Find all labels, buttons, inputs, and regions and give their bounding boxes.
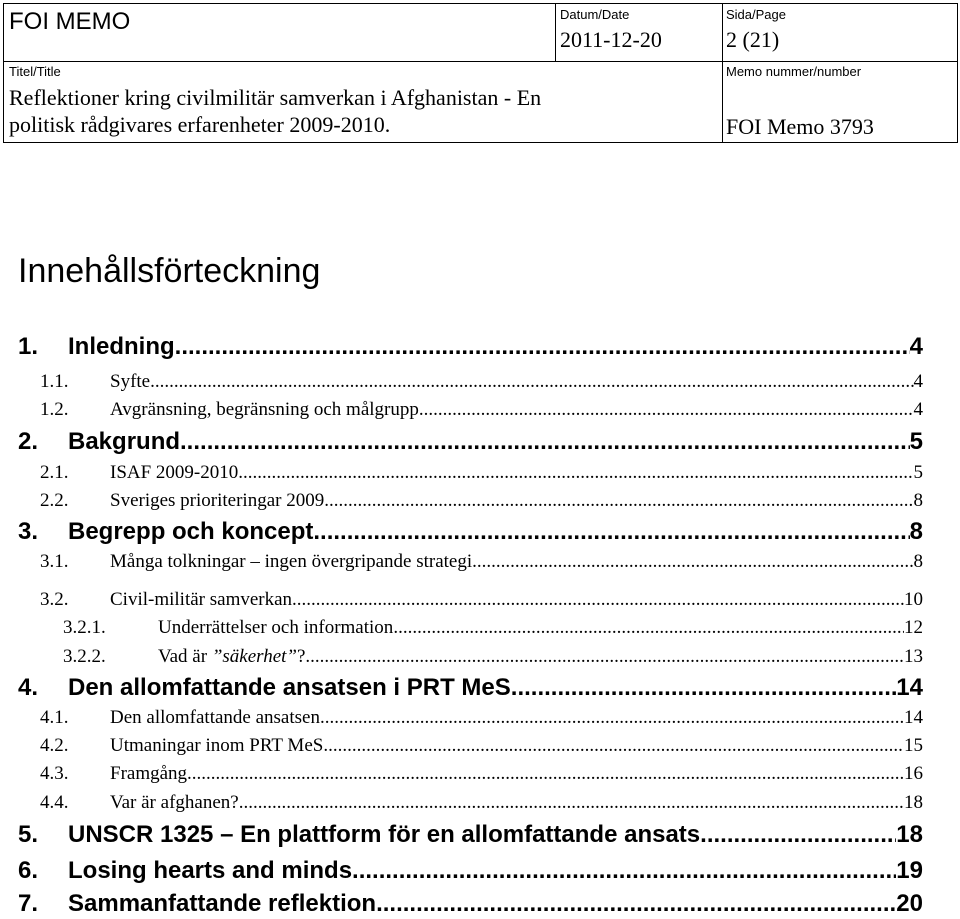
toc-entry-number: 3.2.2. (63, 646, 106, 667)
toc-entry-page: 14 (904, 707, 923, 728)
divider (4, 61, 957, 62)
toc-entry-number: 3. (18, 518, 39, 545)
toc-entry-number: 2. (18, 428, 39, 455)
toc-entry-title: Många tolkningar – ingen övergripande strategi (110, 551, 473, 572)
toc-dot-leader (352, 857, 896, 885)
toc-dot-leader (700, 821, 896, 849)
toc-entry[interactable] (63, 646, 923, 668)
toc-entry-number: 4.1. (40, 707, 69, 728)
title-label: Titel/Title (9, 64, 61, 79)
toc-entry[interactable] (40, 551, 923, 573)
toc-entry-title: ISAF 2009-2010 (110, 462, 239, 483)
toc-entry-title: Underrättelser och information (158, 617, 394, 638)
toc-dot-leader (175, 333, 910, 361)
toc-entry-title: Var är afghanen? (110, 792, 239, 813)
toc-entry-title: Bakgrund (68, 428, 181, 455)
toc-entry-number: 1. (18, 333, 39, 360)
toc-dot-leader (305, 646, 904, 668)
toc-dot-leader (472, 551, 913, 573)
toc-entry[interactable] (18, 890, 923, 918)
toc-entry-number: 3.2. (40, 589, 69, 610)
memo-number-value: FOI Memo 3793 (726, 114, 874, 139)
toc-dot-leader (150, 371, 913, 393)
toc-entry-number: 4. (18, 674, 39, 701)
toc-entry-page: 4 (913, 371, 923, 392)
toc-entry-page: 18 (904, 792, 923, 813)
toc-entry-title: Losing hearts and minds (68, 857, 353, 884)
toc-entry-title: Den allomfattande ansatsen (110, 707, 320, 728)
toc-dot-leader (239, 792, 904, 814)
toc-entry[interactable] (18, 333, 923, 361)
toc-entry-title: UNSCR 1325 – En plattform för en allomfattande ansats (68, 821, 701, 848)
toc-entry-title: Framgång (110, 763, 188, 784)
toc-entry[interactable] (40, 399, 923, 421)
toc-dot-leader (393, 617, 904, 639)
toc-entry-title: Syfte (110, 371, 151, 392)
toc-entry[interactable] (40, 490, 923, 512)
toc-entry-title: Utmaningar inom PRT MeS (110, 735, 324, 756)
toc-dot-leader (511, 674, 897, 702)
toc-entry[interactable] (18, 857, 923, 885)
toc-entry-page: 4 (913, 399, 923, 420)
toc-entry-number: 2.2. (40, 490, 69, 511)
toc-entry-title: Sveriges prioriteringar 2009 (110, 490, 325, 511)
toc-entry-title-pre: Vad är (158, 646, 212, 667)
toc-dot-leader (180, 428, 910, 456)
toc-dot-leader (323, 735, 904, 757)
title-line-1: Reflektioner kring civilmilitär samverkan i Afghanistan - En (9, 85, 542, 110)
toc-entry-title-post: ? (296, 646, 306, 667)
toc-entry-page: 4 (909, 333, 923, 360)
toc-entry-number: 2.1. (40, 462, 69, 483)
toc-dot-leader (313, 518, 909, 546)
toc-entry-number: 6. (18, 857, 39, 884)
toc-entry-number: 5. (18, 821, 39, 848)
toc-heading: Innehållsförteckning (18, 252, 321, 290)
toc-entry-page: 12 (904, 617, 923, 638)
toc-dot-leader (320, 707, 904, 729)
page-label: Sida/Page (726, 7, 786, 22)
toc-entry-title: Inledning (68, 333, 175, 360)
toc-entry-title (158, 646, 305, 668)
date-value: 2011-12-20 (560, 27, 662, 52)
toc-entry-page: 14 (896, 674, 923, 701)
toc-entry-title: Den allomfattande ansatsen i PRT MeS (68, 674, 511, 701)
toc-dot-leader (324, 490, 913, 512)
toc-entry[interactable] (40, 462, 923, 484)
date-label: Datum/Date (560, 7, 630, 22)
toc-entry[interactable] (40, 763, 923, 785)
toc-entry-number: 1.1. (40, 371, 69, 392)
toc-entry-title: Avgränsning, begränsning och målgrupp (110, 399, 419, 420)
memo-label: FOI MEMO (9, 8, 131, 35)
toc-dot-leader (292, 589, 904, 611)
toc-dot-leader (419, 399, 914, 421)
toc-entry[interactable] (18, 428, 923, 456)
toc-entry-page: 10 (904, 589, 923, 610)
toc-entry-page: 8 (909, 518, 923, 545)
toc-entry[interactable] (40, 735, 923, 757)
toc-entry-page: 8 (913, 551, 923, 572)
memo-number-label: Memo nummer/number (726, 64, 862, 79)
toc-entry[interactable] (18, 674, 923, 702)
divider (722, 4, 723, 142)
toc-entry[interactable] (18, 518, 923, 546)
toc-entry-page: 20 (896, 890, 923, 917)
toc-entry-page: 13 (904, 646, 923, 667)
toc-entry-number: 4.2. (40, 735, 69, 756)
toc-entry-page: 16 (904, 763, 923, 784)
title-line-2: politisk rådgivares erfarenheter 2009-2010. (9, 112, 391, 137)
toc-entry-number: 4.4. (40, 792, 69, 813)
toc-entry-title: Sammanfattande reflektion (68, 890, 377, 917)
toc-entry-title-emphasis: ”säkerhet” (211, 646, 297, 667)
toc-entry[interactable] (40, 371, 923, 393)
toc-dot-leader (187, 763, 904, 785)
page-value: 2 (21) (726, 27, 780, 52)
toc-dot-leader (376, 890, 896, 918)
toc-entry[interactable] (40, 792, 923, 814)
toc-entry-number: 3.2.1. (63, 617, 106, 638)
toc-entry-title: Begrepp och koncept (68, 518, 314, 545)
toc-entry-page: 19 (896, 857, 923, 884)
toc-entry-page: 15 (904, 735, 923, 756)
toc-entry-page: 18 (896, 821, 923, 848)
toc-entry[interactable] (18, 821, 923, 849)
divider (555, 4, 556, 61)
toc-entry-number: 7. (18, 890, 39, 917)
toc-entry-title: Civil-militär samverkan (110, 589, 293, 610)
toc-entry[interactable] (40, 589, 923, 611)
memo-header (3, 3, 958, 143)
toc-entry-number: 1.2. (40, 399, 69, 420)
toc-entry[interactable] (40, 707, 923, 729)
toc-entry-page: 5 (913, 462, 923, 483)
toc-entry-number: 4.3. (40, 763, 69, 784)
toc-entry[interactable] (63, 617, 923, 639)
toc-dot-leader (238, 462, 913, 484)
toc-entry-page: 8 (913, 490, 923, 511)
toc-entry-number: 3.1. (40, 551, 69, 572)
toc-entry-page: 5 (909, 428, 923, 455)
